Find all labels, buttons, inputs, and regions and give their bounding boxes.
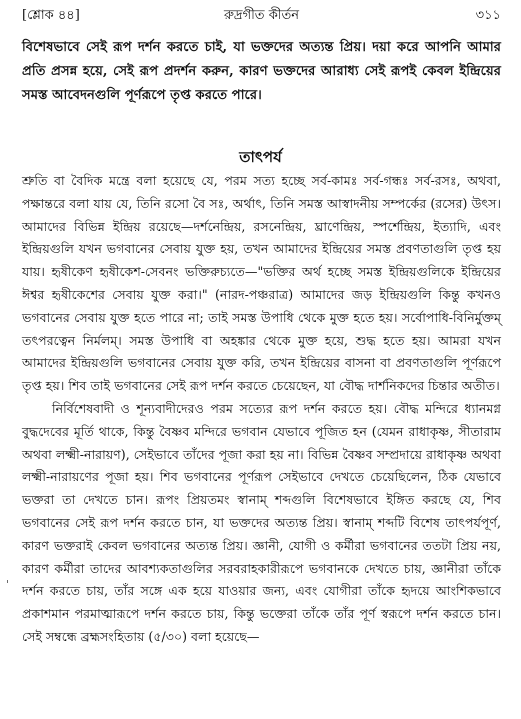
- verse-reference: [শ্লোক ৪৪]: [22, 7, 80, 23]
- translation-text: বিশেষভাবে সেই রূপ দর্শন করতে চাই, যা ভক্তদের অত্যন্ত প্রিয়। দয়া করে আপনি আমার প্রতি প্রসন্ন হয়ে, সেই রূপ প্রদর্শন করুন, কারণ ভক্তদের আরাধ্য সেই রূপই কেবল ইন্দ্রিয়ের সমস্ত আবেদনগুলি পূর্ণরূপে তৃপ্ত করতে পারে।: [22, 40, 501, 103]
- margin-mark: ': [6, 578, 10, 591]
- page-header: [22, 4, 501, 28]
- purport-heading: তাৎপর্য: [239, 148, 282, 166]
- purport-paragraph: শ্রুতি বা বৈদিক মন্ত্রে বলা হয়েছে যে, পরম সত্য হচ্ছে সর্ব-কামঃ সর্ব-গন্ধঃ সর্ব-রসঃ, অথবা, পক্ষান্তরে বলা যায় যে, তিনি রসো বৈ সঃ, অর্থাৎ, তিনি সমস্ত আস্বাদনীয় সম্পর্কের (রসের) উৎস। আমাদের বিভিন্ন ইন্দ্রিয় রয়েছে—দর্শনেন্দ্রিয়, রসনেন্দ্রিয়, ঘ্রাণেন্দ্রিয়, স্পর্শেন্দ্রিয়, ইত্যাদি, এবং ইন্দ্রিয়গুলি যখন ভগবানের সেবায় যুক্ত হয়, তখন আমাদের ইন্দ্রিয়ের সমস্ত প্রবণতাগুলি তৃপ্ত হয় যায়। হৃষীকেণ হৃষীকেশ-সেবনং ভক্তিরুচ্যতে—"ভক্তির অর্থ হচ্ছে সমস্ত ইন্দ্রিয়গুলিকে ইন্দ্রিয়ের ঈশ্বর হৃষীকেশের সেবায় যুক্ত করা।" (নারদ-পঞ্চরাত্র) আমাদের জড় ইন্দ্রিয়গুলি কিন্তু কখনও ভগবানের সেবায় যুক্ত হতে পারে না; তাই সমস্ত উপাধি থেকে মুক্ত হতে হয়। সর্বোপাধি-বিনির্মুক্তম্ তৎপরত্বেন নির্মলম্। সমস্ত উপাধি বা অহঙ্কার থেকে মুক্ত হয়ে, শুদ্ধ হতে হয়। আমরা যখন আমাদের ইন্দ্রিয়গুলি ভগবানের সেবায় যুক্ত করি, তখন ইন্দ্রিয়ের বাসনা বা প্রবণতাগুলি পূর্ণরূপে তৃপ্ত হয়। শিব তাই ভগবানের সেই রূপ দর্শন করতে চেয়েছেন, যা বৌদ্ধ দার্শনিকদের চিন্তার অতীত।: [22, 173, 501, 394]
- chapter-title: রুদ্রগীত কীর্তন: [223, 7, 300, 23]
- purport-paragraph: নির্বিশেষবাদী ও শূন্যবাদীদেরও পরম সত্যের রূপ দর্শন করতে হয়। বৌদ্ধ মন্দিরে ধ্যানমগ্ন বুদ্ধদেবের মূর্তি থাকে, কিন্তু বৈষ্ণব মন্দিরে ভগবান যেভাবে পূজিত হন (যেমন রাধাকৃষ্ণ, সীতারাম অথবা লক্ষ্মী-নারায়ণ), সেইভাবে তাঁদের পূজা করা হয় না। বিভিন্ন বৈষ্ণব সম্প্রদায়ে রাধাকৃষ্ণ অথবা লক্ষ্মী-নারায়ণের পূজা হয়। শিব ভগবানের পূর্ণরূপ সেইভাবে দেখতে চেয়েছিলেন, ঠিক যেভাবে ভক্তরা তা দেখতে চান। রূপং প্রিয়তমং স্বানাম্ শব্দগুলি বিশেষভাবে ইঙ্গিত করছে যে, শিব ভগবানের সেই রূপ দর্শন করতে চান, যা ভক্তদের অত্যন্ত প্রিয়। স্বানাম্ শব্দটি বিশেষ তাৎপর্যপূর্ণ, কারণ ভক্তরাই কেবল ভগবানের অত্যন্ত প্রিয়। জ্ঞানী, যোগী ও কর্মীরা ভগবানের ততটা প্রিয় নয়, কারণ কর্মীরা তাদের আবশ্যকতাগুলির সরবরাহকারীরূপে ভগবানকে দেখতে চায়, জ্ঞানীরা তাঁকে দর্শন করতে চায়, তাঁর সঙ্গে এক হয়ে যাওয়ার জন্য, এবং যোগীরা তাঁকে হৃদয়ে আংশিকভাবে প্রকাশমান পরমাত্মারূপে দর্শন করতে চায়, কিন্তু ভক্তেরা তাঁকে তাঁর পূর্ণ স্বরূপে দর্শন করতে চান। সেই সম্বন্ধে ব্রহ্মসংহিতায় (৫/৩০) বলা হয়েছে—: [22, 400, 501, 644]
- page-number: ৩১১: [475, 7, 501, 23]
- purport-body: [22, 170, 501, 649]
